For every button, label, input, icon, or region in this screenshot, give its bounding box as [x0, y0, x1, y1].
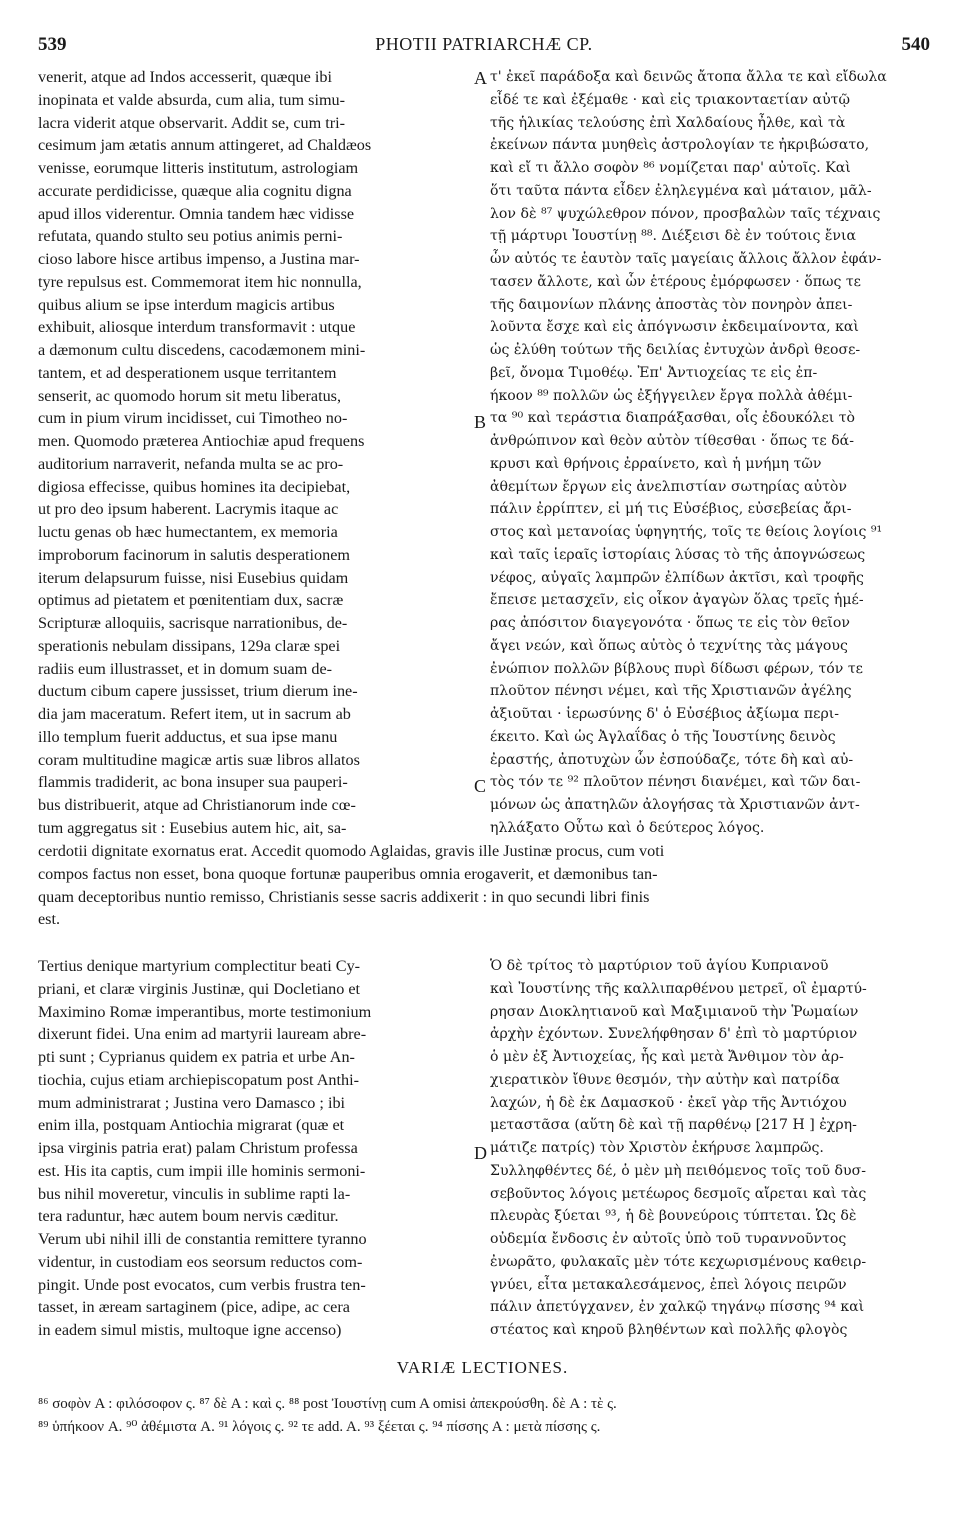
latin-line: ut pro deo ipsum haberent. Lacrymis itaque ac	[38, 500, 339, 519]
latin-line: inopinata et valde absurda, cum alia, tum simu-	[38, 90, 346, 109]
full-width-line: cerdotii dignitate exornatus erat. Accedit quomodo Aglaidas, gravis ille Justinæ procus, cum voti	[38, 842, 665, 860]
greek-line: βεῖ, ὄνομα Τιμοθέῳ. Ἐπ' Ἀντιοχείας τε εἰς ἐπ-	[490, 364, 818, 381]
greek-line: ηλλάξατο Οὗτω καὶ ὁ δεύτερος λόγος.	[490, 819, 765, 836]
latin-line: senserit, ac quomodo horum sit metu liberatus,	[38, 386, 342, 405]
greek-line: λον δὲ ⁸⁷ ψυχώλεθρον πόνον, προσβαλὼν ταῖς τέχναις	[490, 205, 881, 222]
latin-line: tantem, et ad desperationem usque territantem	[38, 363, 337, 382]
greek-line: γνύει, εἶτα μετακαλεσάμενος, ἐπεὶ λόγοις πειρῶν	[490, 1276, 847, 1293]
greek-column-bottom	[490, 955, 930, 1342]
greek-line: μάτιζε πατρίς) τὸν Χριστὸν ἐκήρυσε λαμπρῶς.	[490, 1140, 824, 1156]
latin-line: mum administrarat ; Justina vero Damasco ; ibi	[38, 1093, 346, 1112]
greek-line: χιερατικὸν ἴθυνε θεσμόν, τὴν αὐτὴν καὶ πατρίδα	[490, 1071, 840, 1088]
latin-line: illo templum fuerit adductus, et sua ipse manu	[38, 727, 338, 746]
latin-line: enim illa, postquam Antiochia migrarat (quæ et	[38, 1116, 345, 1135]
greek-line: ὧν αὐτός τε ἑαυτὸν ταῖς μαγείαις ἄλλοις ἄλλον ἐφάν-	[490, 251, 882, 267]
latin-line: digiosa effecisse, quibus homines ita decipiebat,	[38, 477, 351, 496]
variae-line: ⁸⁹ ὑπήκοον A. ⁹⁰ ἀθέμιστα A. ⁹¹ λόγοις ς. ⁹² τε add. A. ⁹³ ξέεται ς. ⁹⁴ πίσσης A : μετὰ πίσσης ς.	[38, 1419, 601, 1435]
running-title: PHOTII PATRIARCHÆ CP.	[375, 34, 593, 54]
greek-line: στέατος καὶ κηροῦ βληθέντων καὶ πολλῆς φλογὸς	[490, 1322, 848, 1338]
greek-line: πλοῦτον πένησι νέμει, καὶ τῆς Χριστιανῶν ἀγέλης	[490, 683, 852, 700]
latin-line: accurate perdidicisse, quæque alia cognitu digna	[38, 181, 352, 200]
latin-line: quibus alium se ipse interdum magicis artibus	[38, 295, 335, 314]
variae-lectiones	[38, 1393, 932, 1439]
latin-line: est. His ita captis, cum impii ille hominis sermoni-	[38, 1161, 366, 1180]
latin-line: tiochia, cujus etiam archiepiscopatum post Anthi-	[38, 1070, 359, 1089]
greek-line: ἀνθρώπινον καὶ θεὸν αὐτὸν τίθεσθαι · ὅπως τε δά-	[490, 433, 854, 449]
greek-line: ὁ μὲν ἐξ Ἀντιοχείας, ἧς καὶ μετὰ Ἄνθιμον τὸν ἀρ-	[490, 1049, 844, 1065]
latin-line: coram multitudine magicæ artis suæ libros allatos	[38, 750, 360, 769]
latin-line: pingit. Unde post evocatos, cum verbis frustra ten-	[38, 1275, 366, 1294]
variae-lectiones-title: VARIÆ LECTIONES.	[396, 1358, 569, 1377]
latin-line: tasset, in æream sartaginem (pice, adipe, ac cera	[38, 1298, 350, 1317]
latin-line: flammis tradiderit, ac bona insuper sua pauperi-	[38, 773, 348, 792]
latin-line: improborum facinorum in salutis desperationem	[38, 545, 350, 564]
latin-line: radiis eum illustrasset, et in domum suam de-	[38, 659, 333, 678]
latin-line: Maximino Romæ imperantibus, morte testimonium	[38, 1002, 372, 1021]
greek-line: καὶ Ἰουστίνης τῆς καλλιπαρθένου μετρεῖ, οἳ ἐμαρτύ-	[490, 980, 867, 997]
greek-line: τα ⁹⁰ καὶ τεράστια διαπράξασθαι, οἷς ἐδουκόλει τὸ	[490, 410, 856, 427]
latin-line: a dæmonum cultu discedens, cacodæmonem mini-	[38, 341, 366, 359]
greek-line: τασεν ἄλλοτε, καὶ ὧν ἑτέρους ἐμόρφωσεν · ὅπως τε	[490, 273, 861, 290]
page-number-left: 539	[38, 34, 67, 55]
latin-line: apud illos viderentur. Omnia tandem hæc vidisse	[38, 204, 355, 223]
margin-marker-d: D	[474, 1143, 487, 1163]
greek-line: ἐνωρᾶτο, φυλακαῖς μὲν τότε κεχωρισμένους καθειρ-	[490, 1253, 867, 1270]
latin-line: ipsa virginis patria erat) palam Christum professa	[38, 1139, 358, 1157]
greek-line: καὶ ταῖς ἱεραῖς ἱστορίαις λύσας τὸ τῆς ἀπογνώσεως	[490, 546, 866, 563]
latin-line: optimus ad pietatem et pœnitentiam dux, sacræ	[38, 591, 344, 610]
greek-line: οὐδεμία ἔνδοσις ἐν αὐτοῖς ὑπὸ τοῦ τυραννοῦντος	[490, 1231, 847, 1247]
latin-line: cum in pium virum incidisset, cui Timotheo no-	[38, 409, 348, 428]
greek-line: μεταστᾶσα (αὕτη δὲ καὶ τῇ παρθένῳ [217 H ] ἐχρη-	[490, 1117, 857, 1134]
latin-line: refutata, quando stulto seu potius animis perni-	[38, 227, 343, 246]
greek-line: ήκοον ⁸⁹ πολλῶν ὡς ἐξήγγειλεν ἔργα πολλὰ ἀθέμι-	[490, 387, 853, 404]
latin-line: tum aggregatus sit : Eusebius autem hic, ait, sa-	[38, 818, 347, 837]
latin-line: bus distribuerit, atque ad Christianorum inde cœ-	[38, 796, 356, 814]
latin-line: cesimum jam ætatis annum attingeret, ad Chaldæos	[38, 136, 372, 155]
margin-marker-b: B	[474, 412, 487, 432]
full-width-line: est.	[38, 910, 61, 929]
greek-line: Ὁ δὲ τρίτος τὸ μαρτύριον τοῦ ἁγίου Κυπριανοῦ	[490, 958, 829, 974]
greek-line: πλευρὰς ξύεται ⁹³, ἡ δὲ βουνεύροις τύπτεται. Ὡς δὲ	[490, 1208, 857, 1225]
latin-line: lacra viderit atque observarit. Addit se, cum tri-	[38, 113, 346, 132]
latin-line: exhibuit, aliosque interdum transformavit : utque	[38, 318, 356, 337]
full-width-line: quam deceptoribus nuntio remisso, Christianis sesse sacris addixerit : in quo secundi libri finis	[38, 887, 650, 906]
margin-marker-c: C	[474, 776, 487, 796]
latin-line: men. Quomodo præterea Antiochiæ apud frequens	[38, 432, 365, 450]
full-width-paragraph	[38, 840, 932, 931]
latin-line: auditorium narraverit, nefanda multa se ac pro-	[38, 454, 344, 473]
greek-line: ρας ἀπόσιτον διαγεγονότα · ὅπως τε εἰς τὸν θεῖον	[490, 615, 850, 631]
greek-line: ἀρχὴν ἐχόντων. Συνελήφθησαν δ' ἐπὶ τὸ μαρτύριον	[490, 1026, 858, 1043]
greek-line: πάλιν ἐρρίπτεν, εἰ μή τις Εὐσέβιος, εὐσεβείας ἄρι-	[490, 501, 852, 518]
greek-line: ἀθεμίτων ἔργων εἰς ἀνελπιστίαν σωτηρίας αὐτὸν	[490, 478, 847, 495]
greek-line: κρυσι καὶ θρήνοις ἐρραίνετο, καὶ ἡ μνήμη τῶν	[490, 455, 822, 472]
latin-line: cioso labore hisce artibus impenso, a Justina mar-	[38, 250, 360, 268]
greek-line: λοῦντα ἔσχε καὶ εἰς ἀπόγνωσιν ἐκδειμαίνοντα, καὶ	[490, 319, 859, 336]
latin-column-top	[38, 66, 470, 840]
latin-line: ductum cibum capere jussisset, trium dierum ine-	[38, 682, 358, 701]
greek-line: ἔπεισε μετασχεῖν, εἰς οἶκον ἀγαγὼν ὅλας τρεῖς ἡμέ-	[490, 592, 864, 609]
latin-line: priani, et claræ virginis Justinæ, qui Docletiano et	[38, 979, 361, 998]
latin-line: tera raduntur, hæc autem boum nervis cæditur.	[38, 1207, 339, 1226]
greek-line: ρησαν Διοκλητιανοῦ καὶ Μαξιμιανοῦ τὴν Ῥωμαίων	[490, 1003, 859, 1020]
greek-line: ὅτι ταῦτα πάντα εἶδεν ἐληλεγμένα καὶ μάταιον, μᾶλ-	[490, 182, 872, 199]
greek-line: έκειτο. Καὶ ὡς Ἀγλαΐδας ὁ τῆς Ἰουστίνης δεινὸς	[490, 728, 836, 745]
latin-line: Scripturæ alloquiis, sacrisque narrationibus, de-	[38, 614, 348, 632]
greek-line: ἐνώπιον πολλῶν βίβλους πυρὶ δίδωσι φέρων, τόν τε	[490, 660, 863, 677]
greek-line: στος καὶ μετανοίας ὑφηγητής, τοῖς τε θείοις λογίοις ⁹¹	[490, 524, 883, 540]
greek-line: ἀξιοῦται · ἱερωσύνης δ' ὁ Εὐσέβιος ἀξίωμα περι-	[490, 706, 840, 722]
greek-line: μόνων ὡς ἀπατηλῶν ἀλογήσας τὰ Χριστιανῶν ἀντ-	[490, 797, 860, 813]
greek-line: τὸς τόν τε ⁹² πλοῦτον πένησι διανέμει, καὶ τῶν δαι-	[490, 774, 861, 791]
page-number-right: 540	[901, 34, 930, 55]
latin-line: videntur, in custodiam eos seorsum reductos com-	[38, 1252, 363, 1271]
greek-line: νέφος, αὐγαῖς λαμπρῶν ἐλπίδων ἀκτῖσι, καὶ τροφῆς	[490, 569, 864, 586]
latin-line: Tertius denique martyrium complectitur beati Cy-	[38, 957, 361, 975]
latin-line: Verum ubi nihil illi de constantia remittere tyranno	[38, 1230, 367, 1248]
margin-marker-a: A	[474, 68, 487, 88]
variae-line: ⁸⁶ σοφὸν A : φιλόσοφον ς. ⁸⁷ δὲ A : καὶ ς. ⁸⁸ post Ἰουστίνῃ cum A omisi ἀπεκρούσθη. δὲ A : τὲ ς.	[38, 1396, 617, 1412]
greek-line: ὡς ἐλύθη τούτων τῆς δειλίας ἐντυχὼν ἀνδρὶ θεοσε-	[490, 342, 861, 358]
greek-line: ἐκείνων πάντα μυηθεὶς ἀστρολογίαν τε ἠκριβώσατο,	[490, 137, 870, 154]
latin-line: dixerunt fidei. Una enim ad martyrii lauream abre-	[38, 1025, 367, 1044]
latin-line: sperationis nebulam dissipans, 129a claræ spei	[38, 636, 341, 655]
greek-line: τῆς δαιμονίων πλάνης ἀποστὰς τὸν πονηρὸν ἀπει-	[490, 296, 853, 313]
greek-line: τῇ μάρτυρι Ἰουστίνῃ ⁸⁸. Διέξεισι δὲ ἐν τούτοις ἔνια	[490, 228, 856, 245]
latin-line: iterum delapsurum fuisse, nisi Eusebius quidam	[38, 568, 349, 587]
greek-line: ἐραστής, ἀποτυχὼν ὧν ἐσπούδαζε, τότε δὴ καὶ αὐ-	[490, 751, 854, 768]
greek-line: εἶδέ τε καὶ ἐξέμαθε · καὶ εἰς τριακονταετίαν αὐτῷ	[490, 91, 850, 108]
latin-line: venisse, eorumque litteris institutum, astrologiam	[38, 159, 359, 177]
greek-line: σεβοῦντος λόγοις μετέωρος δεσμοῖς αἴρεται καὶ τὰς	[490, 1185, 867, 1202]
greek-line: τ' ἐκεῖ παράδοξα καὶ δεινῶς ἄτοπα ἄλλα τε καὶ εἴδωλα	[490, 69, 887, 85]
latin-line: luctu genas ob hæc humectantem, ex memoria	[38, 523, 338, 541]
latin-line: tyre repulsus est. Commemorat item hic nonnulla,	[38, 272, 362, 291]
latin-line: pti sunt ; Cyprianus quidem ex patria et urbe An-	[38, 1048, 355, 1066]
latin-line: dia jam maceratum. Refert item, ut in sacrum ab	[38, 705, 351, 723]
full-width-line: compos factus non esset, bona quoque fortunæ pauperibus omnia erogaverit, et dæmonibus tan-	[38, 864, 658, 883]
greek-line: καὶ εἴ τι ἄλλο σοφὸν ⁸⁶ νομίζεται παρ' αὐτοῖς. Καὶ	[490, 160, 851, 176]
greek-line: λαχών, ἡ δὲ ἐκ Δαμασκοῦ · ἐκεῖ γὰρ τῆς Ἀντιόχου	[490, 1094, 847, 1111]
latin-line: bus nihil moveretur, vinculis in sublime rapti la-	[38, 1184, 351, 1203]
greek-line: Συλληφθέντες δέ, ὁ μὲν μὴ πειθόμενος τοῖς τοῦ δυσ-	[490, 1162, 866, 1179]
greek-column-top	[490, 66, 930, 840]
latin-line: venerit, atque ad Indos accesserit, quæque ibi	[38, 68, 332, 86]
greek-line: ἄγει νεών, καὶ ὅπως αὐτὸς ὁ τεχνίτης τὰς μάγους	[490, 637, 848, 654]
running-header	[38, 34, 930, 56]
greek-line: τῆς ἡλικίας τελούσης ἐπὶ Χαλδαίους ἦλθε, καὶ τὰ	[490, 114, 846, 131]
greek-line: πάλιν ἀπετύγχανεν, ἐν χαλκῷ τηγάνῳ πίσσης ⁹⁴ καὶ	[490, 1299, 865, 1316]
latin-line: in eadem simul mistis, multoque igne accenso)	[38, 1321, 342, 1339]
latin-column-bottom	[38, 955, 470, 1342]
